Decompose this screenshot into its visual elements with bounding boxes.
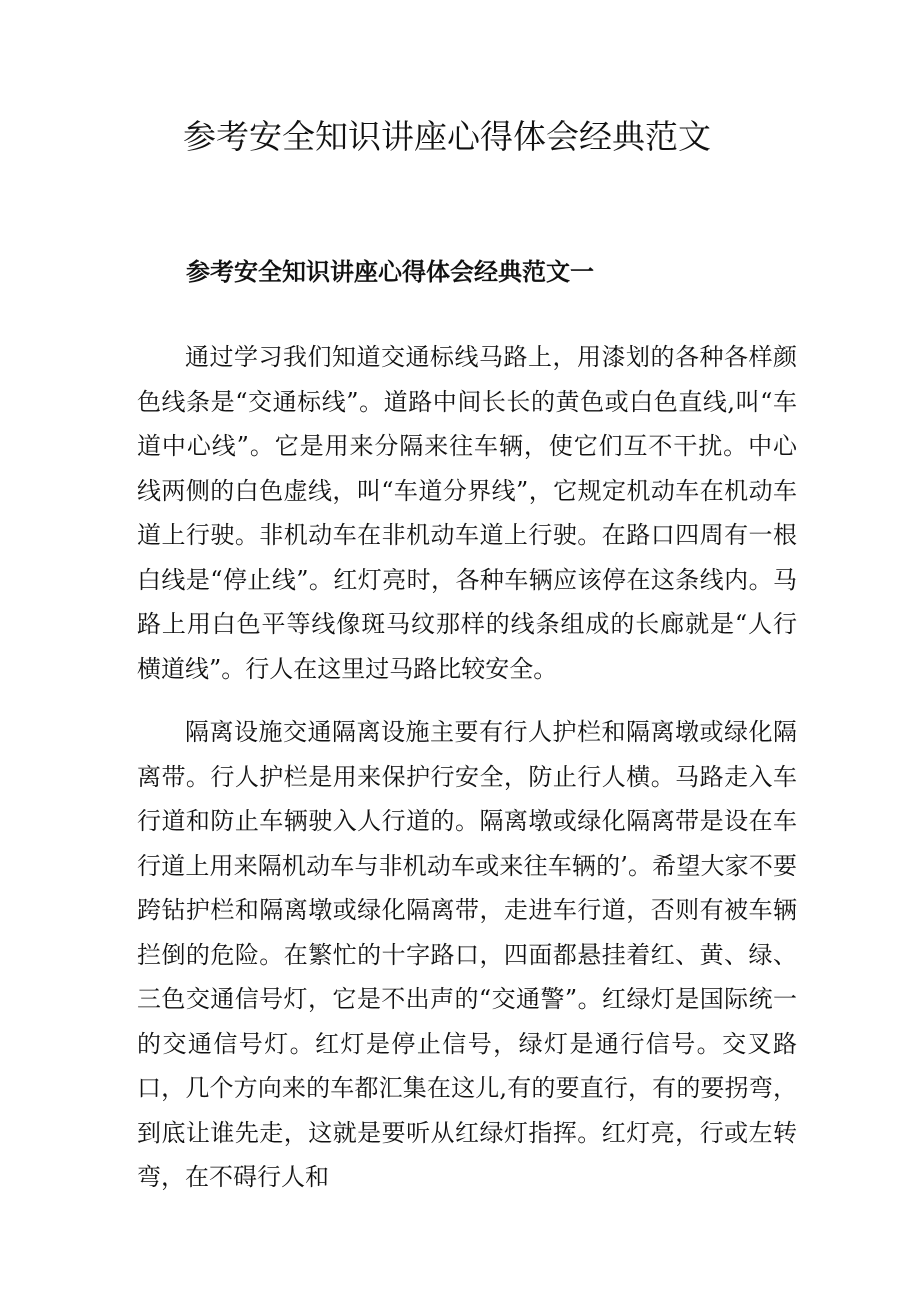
document-title: 参考安全知识讲座心得体会经典范文: [183, 117, 711, 156]
section-heading: 参考安全知识讲座心得体会经典范文一: [186, 257, 594, 286]
paragraph-1: 通过学习我们知道交通标线马路上，用漆划的各种各样颜色线条是“交通标线”。道路中间长长的黄色或白色直线,叫“车道中心线”。它是用来分隔来往车辆，使它们互不干扰。中心线两侧的白色虚线，叫“车道分界线”，它规定机动车在机动车道上行驶。非机动车在非机动车道上行驶。在路口四周有一根白线是“停止线”。红灯亮时，各种车辆应该停在这条线内。马路上用白色平等线像斑马纹那样的线条组成的长廊就是“人行横道线”。行人在这里过马路比较安全。: [137, 343, 797, 683]
paragraph-2: 隔离设施交通隔离设施主要有行人护栏和隔离墩或绿化隔离带。行人护栏是用来保护行安全，防止行人横。马路走入车行道和防止车辆驶入人行道的。隔离墩或绿化隔离带是设在车行道上用来隔机动车与非机动车或来往车辆的’。希望大家不要跨钻护栏和隔离墩或绿化隔离带，走进车行道，否则有被车辆拦倒的危险。在繁忙的十字路口，四面都悬挂着红、黄、绿、三色交通信号灯，它是不出声的“交通警”。红绿灯是国际统一的交通信号灯。红灯是停止信号，绿灯是通行信号。交叉路口，几个方向来的车都汇集在这儿,有的要直行，有的要拐弯，到底让谁先走，这就是要听从红绿灯指挥。红灯亮，行或左转弯，在不碍行人和: [137, 718, 797, 1191]
